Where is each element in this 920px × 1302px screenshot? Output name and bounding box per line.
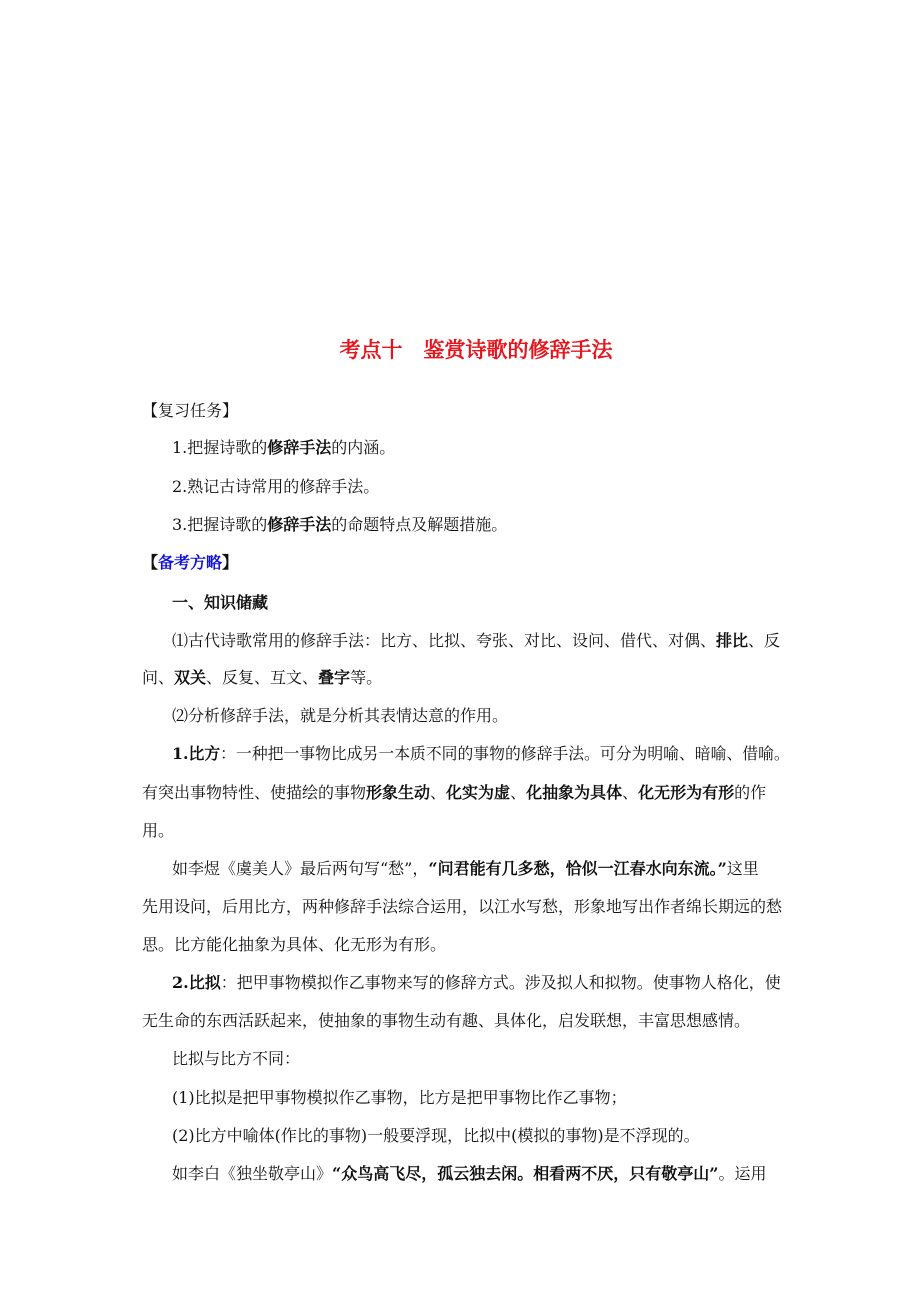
metaphor-point: 化抽象为具体 — [526, 783, 623, 802]
rhetoric-reduplication: 叠字 — [318, 668, 351, 687]
separator: 、 — [510, 783, 527, 802]
review-item-1-tail: 的内涵。 — [331, 438, 396, 457]
personification-line-2: 无生命的东西活跃起来，使抽象的事物生动有趣、具体化，启发联想，丰富思想感情。 — [142, 1011, 751, 1030]
personification-label: 2.比拟 — [172, 973, 221, 992]
review-item-1-text: 1.把握诗歌的 — [172, 438, 268, 457]
example-text: 。运用 — [718, 1164, 767, 1183]
metaphor-point: 化实为虚 — [446, 783, 511, 802]
example-quote: “问君能有几多愁，恰似一江春水向东流。” — [428, 859, 727, 878]
rhetoric-pun: 双关 — [174, 668, 207, 687]
personification-line-1 — [172, 972, 781, 994]
rhetoric-list-tail: 、反 — [748, 631, 781, 650]
rhetoric-list-text: 问、 — [142, 668, 175, 687]
example-text: 这里 — [726, 859, 759, 878]
review-item-3-tail: 的命题特点及解题措施。 — [331, 515, 508, 534]
rhetoric-parallelism: 排比 — [716, 631, 749, 650]
review-item-2-text: 2.熟记古诗常用的修辞手法。 — [172, 477, 380, 496]
section-knowledge: 一、知识储藏 — [172, 593, 269, 612]
example-text: 如李白《独坐敬亭山》 — [172, 1164, 333, 1183]
example-text: 如李煜《虞美人》最后两句写“愁”， — [172, 859, 429, 878]
comparison-item-2: (2)比方中喻体(作比的事物)一般要浮现，比拟中(模拟的事物)是不浮现的。 — [172, 1126, 700, 1145]
rhetoric-list-line-2 — [142, 667, 382, 689]
review-item-1 — [172, 437, 395, 459]
example-1-line-2: 先用设问，后用比方，两种修辞手法综合运用，以江水写愁，形象地写出作者绵长期远的愁 — [142, 897, 783, 916]
metaphor-line-2 — [142, 782, 766, 804]
example-1-line-1 — [172, 858, 759, 880]
bracket-close: 】 — [222, 553, 239, 572]
metaphor-line-1 — [172, 743, 790, 765]
strategy-heading — [142, 552, 238, 574]
example-quote: “众鸟高飞尽，孤云独去闲。相看两不厌，只有敬亭山” — [332, 1164, 719, 1183]
rhetoric-list-line-1 — [172, 630, 780, 652]
metaphor-text: 的作 — [734, 783, 767, 802]
separator: 、 — [622, 783, 639, 802]
bracket-open: 【 — [142, 553, 159, 572]
comparison-item-1: (1)比拟是把甲事物模拟作乙事物，比方是把甲事物比作乙事物； — [172, 1088, 627, 1107]
analysis-paragraph: ⑵分析修辞手法，就是分析其表情达意的作用。 — [172, 706, 509, 725]
personification-definition: ：把甲事物模拟作乙事物来写的修辞方式。涉及拟人和拟物。使事物人格化，使 — [220, 973, 781, 992]
review-item-3 — [172, 514, 507, 536]
metaphor-text: 有突出事物特性、使描绘的事物 — [142, 783, 367, 802]
metaphor-point: 形象生动 — [366, 783, 431, 802]
review-item-2 — [172, 476, 379, 498]
metaphor-label: 1.比方 — [172, 744, 221, 763]
metaphor-point: 化无形为有形 — [638, 783, 735, 802]
example-2-line-1 — [172, 1163, 766, 1185]
strategy-heading-text: 备考方略 — [158, 553, 223, 572]
comparison-heading: 比拟与比方不同： — [172, 1049, 301, 1068]
metaphor-definition: ：一种把一事物比成另一本质不同的事物的修辞手法。可分为明喻、暗喻、借喻。 — [220, 744, 790, 763]
review-heading: 【复习任务】 — [142, 401, 239, 420]
separator: 、 — [430, 783, 447, 802]
review-item-3-bold: 修辞手法 — [267, 515, 332, 534]
rhetoric-list-text: ⑴古代诗歌常用的修辞手法：比方、比拟、夸张、对比、设问、借代、对偶、 — [172, 631, 717, 650]
review-item-1-bold: 修辞手法 — [267, 438, 332, 457]
rhetoric-list-text: 、反复、互文、 — [206, 668, 319, 687]
review-item-3-text: 3.把握诗歌的 — [172, 515, 268, 534]
example-1-line-3: 思。比方能化抽象为具体、化无形为有形。 — [142, 935, 447, 954]
rhetoric-list-tail: 等。 — [350, 668, 383, 687]
page-title: 考点十 鉴赏诗歌的修辞手法 — [339, 338, 613, 362]
metaphor-line-3: 用。 — [142, 821, 175, 840]
